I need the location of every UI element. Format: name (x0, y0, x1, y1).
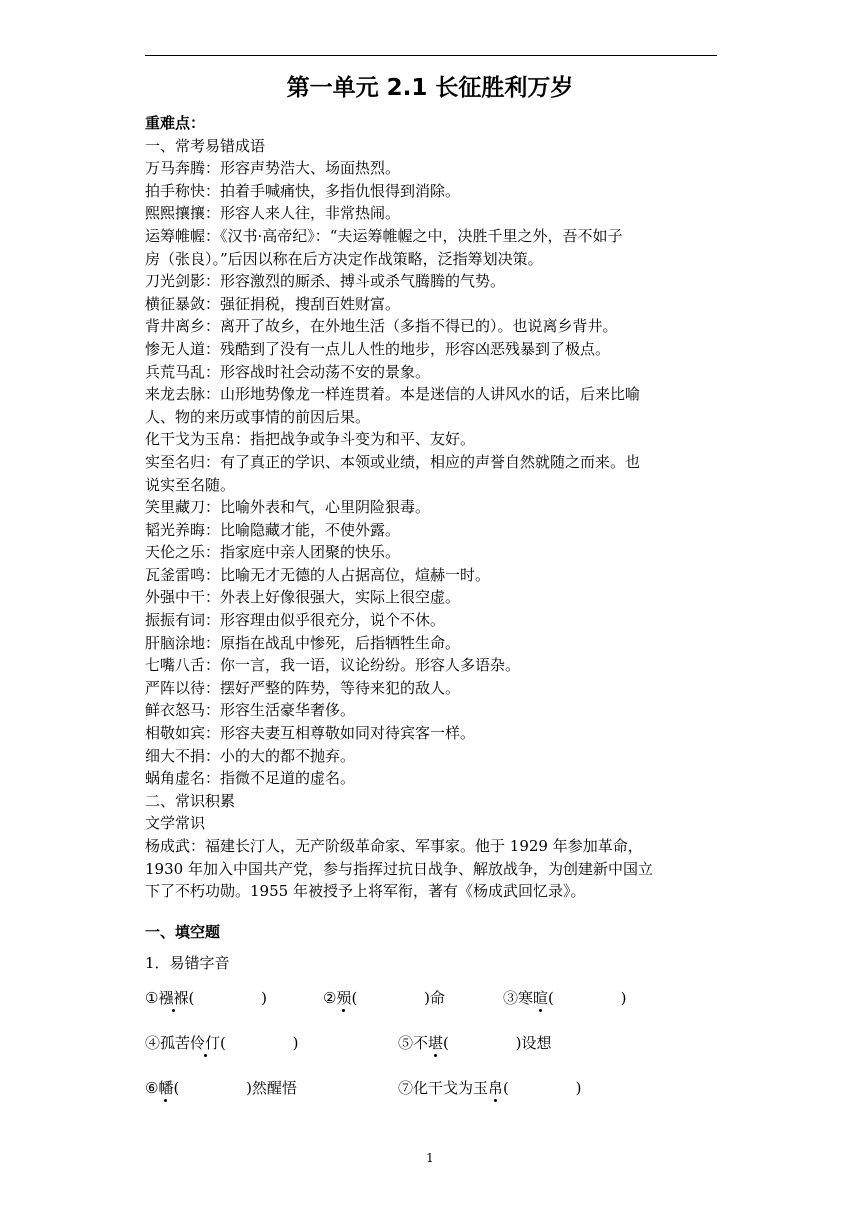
idiom-line: 蜗角虚名：指微不足道的虚名。 (145, 769, 356, 788)
idiom-line: 房（张良）。”后因以称在后方决定作战策略，泛指筹划决策。 (145, 249, 543, 268)
difficulty-heading: 重难点： (145, 114, 206, 132)
q-prefix: ② (323, 989, 337, 1007)
dotted-char: 襁褓 (158, 989, 189, 1007)
exercise-title: 一、填空题 (145, 923, 221, 941)
page-number: 1 (426, 1151, 434, 1165)
idiom-line: 说实至名随。 (145, 475, 236, 494)
dotted-char: 幡 (158, 1079, 174, 1097)
idiom-line: 严阵以待：摆好严整的阵势，等待来犯的敌人。 (145, 678, 461, 697)
question-item-1 (145, 987, 267, 1009)
q-prefix: ④孤苦 (145, 1034, 191, 1052)
literature-line: 杨成武：福建长汀人，无产阶级革命家、军事家。他于 1929 年参加革命， (145, 837, 643, 855)
question-item-3 (503, 987, 627, 1009)
header-rule (145, 55, 717, 56)
idiom-line: 鲜衣怒马：形容生活豪华奢侈。 (145, 701, 356, 720)
idiom-line: 人、物的来历或事情的前因后果。 (145, 407, 371, 426)
idiom-line: 万马奔腾：形容声势浩大、场面热烈。 (145, 159, 401, 178)
idiom-line: 振振有词：形容理由似乎很充分，说个不休。 (145, 611, 446, 630)
idiom-line: 拍手称快：拍着手喊痛快，多指仇恨得到消除。 (145, 181, 461, 200)
idiom-line: 背井离乡：离开了故乡，在外地生活（多指不得已的）。也说离乡背井。 (145, 317, 618, 336)
question-item-7 (398, 1077, 582, 1099)
question-item-5 (398, 1032, 552, 1054)
question-item-4 (145, 1032, 299, 1054)
question-item-2 (323, 987, 445, 1009)
dotted-char: 暄 (533, 989, 549, 1007)
q-prefix: ③寒 (503, 989, 534, 1007)
document-body (145, 112, 717, 903)
answer-blank[interactable]: ( )然醒悟 (173, 1079, 297, 1097)
idiom-line: 实至名归：有了真正的学识、本领或业绩，相应的声誉自然就随之而来。也 (145, 452, 641, 471)
q-prefix: ① (145, 989, 159, 1007)
idiom-line: 刀光剑影：形容激烈的厮杀、搏斗或杀气腾腾的气势。 (145, 272, 506, 291)
idiom-line: 瓦釜雷鸣：比喻无才无德的人占据高位，煊赫一时。 (145, 565, 491, 584)
idiom-line: 惨无人道：残酷到了没有一点儿人性的地步，形容凶恶残暴到了极点。 (145, 339, 611, 358)
literature-paragraph (145, 835, 717, 903)
answer-blank[interactable]: ( )命 (351, 989, 445, 1007)
idiom-line: 化干戈为玉帛：指把战争或争斗变为和平、友好。 (145, 430, 476, 449)
answer-blank[interactable]: ( ) (220, 1034, 299, 1052)
literature-line: 下了不朽功勋。1955 年被授予上将军衔，著有《杨成武回忆录》。 (145, 882, 586, 901)
idiom-line: 肝脑涂地：原指在战乱中惨死，后指牺牲生命。 (145, 633, 461, 652)
answer-blank[interactable]: ( )设想 (443, 1034, 552, 1052)
idiom-line: 熙熙攘攘：形容人来人往，非常热闹。 (145, 204, 401, 223)
page-title: 第一单元 2.1 长征胜利万岁 (286, 75, 574, 101)
literature-label: 文学常识 (145, 814, 206, 833)
literature-line: 1930 年加入中国共产党，参与指挥过抗日战争、解放战争，为创建新中国立 (145, 859, 653, 878)
question-item-6 (145, 1077, 297, 1099)
idiom-line: 来龙去脉：山形地势像龙一样连贯着。本是迷信的人讲风水的话，后来比喻 (145, 385, 641, 404)
idiom-line: 细大不捐：小的大的都不抛弃。 (145, 746, 356, 765)
q-prefix: ⑦化干戈为玉 (398, 1079, 489, 1097)
idiom-line: 笑里藏刀：比喻外表和气，心里阴险狠毒。 (145, 498, 431, 517)
q-prefix: ⑤不 (398, 1034, 429, 1052)
idiom-line: 横征暴敛：强征捐税，搜刮百姓财富。 (145, 294, 401, 313)
dotted-char: 殒 (336, 989, 352, 1007)
question-label: 1．易错字音 (145, 954, 230, 972)
answer-blank[interactable]: ( ) (548, 989, 627, 1007)
dotted-char: 帛 (488, 1079, 504, 1097)
idiom-line: 韬光养晦：比喻隐藏才能，不使外露。 (145, 520, 401, 539)
idiom-line: 运筹帷幄：《汉书·高帝纪》：“夫运筹帷幄之中，决胜千里之外，吾不如子 (145, 226, 623, 245)
answer-blank[interactable]: ( ) (503, 1079, 582, 1097)
idiom-line: 兵荒马乱：形容战时社会动荡不安的景象。 (145, 362, 431, 381)
idiom-line: 七嘴八舌：你一言，我一语，议论纷纷。形容人多语杂。 (145, 656, 521, 675)
q-prefix: ⑥ (145, 1079, 159, 1097)
idiom-line: 外强中干：外表上好像很强大，实际上很空虚。 (145, 588, 461, 607)
dotted-char: 伶仃 (190, 1034, 221, 1052)
answer-blank[interactable]: ( ) (188, 989, 267, 1007)
idiom-line: 天伦之乐：指家庭中亲人团聚的快乐。 (145, 543, 401, 562)
idiom-list (145, 157, 717, 790)
section2-title: 二、常识积累 (145, 791, 236, 810)
section1-title: 一、常考易错成语 (145, 136, 266, 155)
dotted-char: 堪 (428, 1034, 444, 1052)
idiom-line: 相敬如宾：形容夫妻互相尊敬如同对待宾客一样。 (145, 724, 476, 743)
